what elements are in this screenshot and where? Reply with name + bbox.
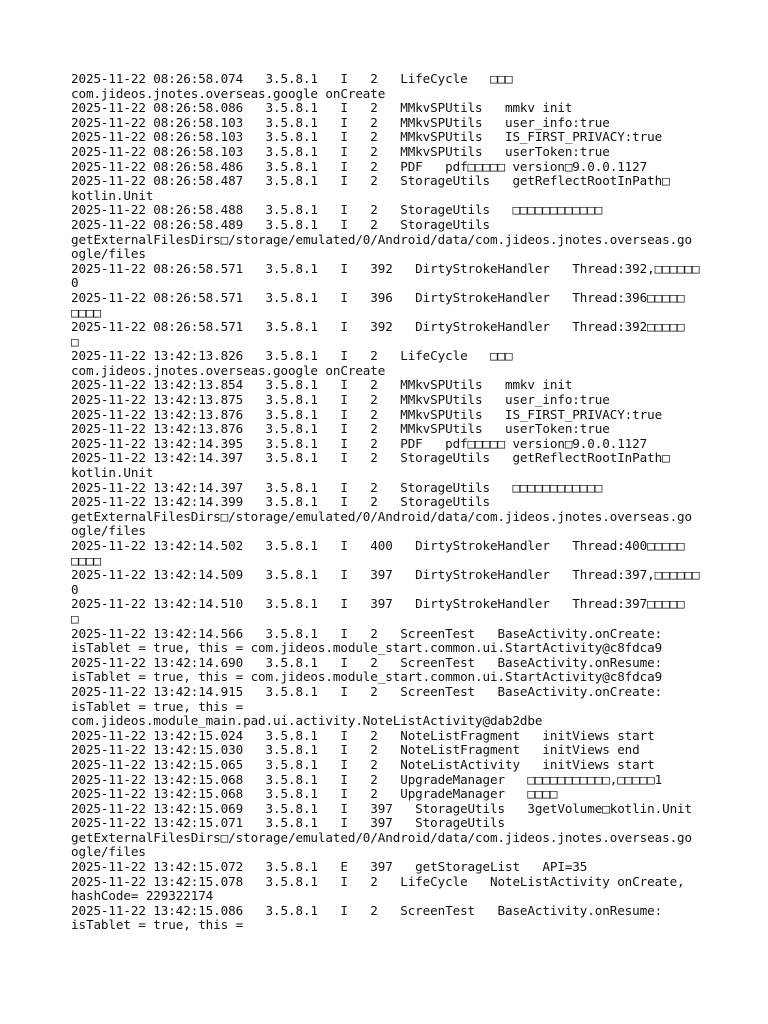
log-line: 2025-11-22 08:26:58.489 3.5.8.1 I 2 StorageUtils: [71, 216, 490, 232]
log-line: 0: [71, 275, 79, 291]
log-line: 2025-11-22 13:42:15.068 3.5.8.1 I 2 UpgradeManager □□□□□□□□□□□,□□□□□1: [71, 771, 663, 787]
log-line: 2025-11-22 08:26:58.488 3.5.8.1 I 2 StorageUtils □□□□□□□□□□□□: [71, 202, 603, 218]
log-line: com.jideos.jnotes.overseas.google onCreate: [71, 362, 386, 378]
log-line: 2025-11-22 08:26:58.086 3.5.8.1 I 2 MMkvSPUtils mmkv init: [71, 100, 573, 116]
log-line: 2025-11-22 08:26:58.571 3.5.8.1 I 396 DirtyStrokeHandler Thread:396□□□□□: [71, 289, 685, 305]
log-line: 2025-11-22 13:42:14.915 3.5.8.1 I 2 ScreenTest BaseActivity.onCreate:: [71, 683, 663, 699]
log-line: isTablet = true, this = com.jideos.module_start.common.ui.StartActivity@c8fdca9: [71, 669, 663, 685]
log-line: 2025-11-22 13:42:15.069 3.5.8.1 I 397 StorageUtils 3getVolume□kotlin.Unit: [71, 800, 693, 816]
log-line: 2025-11-22 13:42:15.071 3.5.8.1 I 397 StorageUtils: [71, 815, 505, 831]
log-line: 2025-11-22 13:42:15.086 3.5.8.1 I 2 ScreenTest BaseActivity.onResume:: [71, 902, 663, 918]
log-line: 2025-11-22 13:42:15.024 3.5.8.1 I 2 NoteListFragment initViews start: [71, 727, 655, 743]
log-line: com.jideos.module_main.pad.ui.activity.NoteListActivity@dab2dbe: [71, 713, 543, 729]
log-line: 2025-11-22 13:42:14.399 3.5.8.1 I 2 StorageUtils: [71, 494, 490, 510]
log-line: 2025-11-22 13:42:14.395 3.5.8.1 I 2 PDF pdf□□□□□ version□9.0.0.1127: [71, 435, 648, 451]
log-line: isTablet = true, this =: [71, 917, 244, 933]
log-line: ogle/files: [71, 523, 146, 539]
log-line: 2025-11-22 13:42:14.510 3.5.8.1 I 397 DirtyStrokeHandler Thread:397□□□□□: [71, 596, 685, 612]
log-line: 2025-11-22 08:26:58.074 3.5.8.1 I 2 LifeCycle □□□: [71, 71, 513, 86]
log-line: getExternalFilesDirs□/storage/emulated/0/Android/data/com.jideos.jnotes.overseas.go: [71, 508, 693, 524]
log-line: 2025-11-22 08:26:58.487 3.5.8.1 I 2 StorageUtils getReflectRootInPath□: [71, 173, 670, 189]
log-line: 2025-11-22 08:26:58.103 3.5.8.1 I 2 MMkvSPUtils IS_FIRST_PRIVACY:true: [71, 129, 663, 145]
log-line: 2025-11-22 13:42:13.875 3.5.8.1 I 2 MMkvSPUtils user_info:true: [71, 392, 610, 408]
log-line: 2025-11-22 13:42:14.690 3.5.8.1 I 2 ScreenTest BaseActivity.onResume:: [71, 654, 663, 670]
log-line: 2025-11-22 08:26:58.571 3.5.8.1 I 392 DirtyStrokeHandler Thread:392,□□□□□□: [71, 260, 700, 276]
log-line: 0: [71, 581, 79, 597]
log-line: getExternalFilesDirs□/storage/emulated/0/Android/data/com.jideos.jnotes.overseas.go: [71, 829, 693, 845]
log-line: isTablet = true, this = com.jideos.module_start.common.ui.StartActivity@c8fdca9: [71, 640, 663, 656]
log-line: 2025-11-22 13:42:13.876 3.5.8.1 I 2 MMkvSPUtils IS_FIRST_PRIVACY:true: [71, 406, 663, 422]
log-line: □: [71, 610, 79, 626]
log-line: com.jideos.jnotes.overseas.google onCreate: [71, 85, 386, 101]
log-line: 2025-11-22 13:42:15.030 3.5.8.1 I 2 NoteListFragment initViews end: [71, 742, 640, 758]
log-line: 2025-11-22 13:42:15.078 3.5.8.1 I 2 LifeCycle NoteListActivity onCreate,: [71, 873, 685, 889]
log-line: 2025-11-22 13:42:15.072 3.5.8.1 E 397 getStorageList API=35: [71, 859, 588, 875]
log-line: 2025-11-22 08:26:58.103 3.5.8.1 I 2 MMkvSPUtils user_info:true: [71, 114, 610, 130]
log-document: [71, 72, 711, 933]
log-line: □: [71, 333, 79, 349]
log-line: 2025-11-22 08:26:58.103 3.5.8.1 I 2 MMkvSPUtils userToken:true: [71, 143, 610, 159]
log-line: 2025-11-22 13:42:14.397 3.5.8.1 I 2 StorageUtils getReflectRootInPath□: [71, 450, 670, 466]
log-line: 2025-11-22 13:42:13.876 3.5.8.1 I 2 MMkvSPUtils userToken:true: [71, 421, 610, 437]
log-line: kotlin.Unit: [71, 187, 154, 203]
log-line: 2025-11-22 13:42:14.502 3.5.8.1 I 400 DirtyStrokeHandler Thread:400□□□□□: [71, 538, 685, 553]
log-line: kotlin.Unit: [71, 465, 154, 481]
log-line: hashCode= 229322174: [71, 888, 214, 904]
log-line: ogle/files: [71, 844, 146, 860]
log-line: 2025-11-22 13:42:15.068 3.5.8.1 I 2 UpgradeManager □□□□: [71, 786, 558, 802]
log-line: getExternalFilesDirs□/storage/emulated/0/Android/data/com.jideos.jnotes.overseas.go: [71, 231, 693, 247]
log-line: 2025-11-22 13:42:14.509 3.5.8.1 I 397 DirtyStrokeHandler Thread:397,□□□□□□: [71, 567, 700, 583]
log-line: 2025-11-22 08:26:58.486 3.5.8.1 I 2 PDF pdf□□□□□ version□9.0.0.1127: [71, 158, 648, 174]
log-line: isTablet = true, this =: [71, 698, 244, 714]
log-line: 2025-11-22 13:42:14.566 3.5.8.1 I 2 ScreenTest BaseActivity.onCreate:: [71, 625, 663, 641]
log-line: 2025-11-22 13:42:13.826 3.5.8.1 I 2 LifeCycle □□□: [71, 348, 513, 364]
log-line: 2025-11-22 13:42:13.854 3.5.8.1 I 2 MMkvSPUtils mmkv init: [71, 377, 573, 393]
log-line: ogle/files: [71, 246, 146, 262]
log-line: □□□□: [71, 304, 101, 320]
log-line: 2025-11-22 08:26:58.571 3.5.8.1 I 392 DirtyStrokeHandler Thread:392□□□□□: [71, 319, 685, 335]
log-line: 2025-11-22 13:42:14.397 3.5.8.1 I 2 StorageUtils □□□□□□□□□□□□: [71, 479, 603, 495]
log-line: 2025-11-22 13:42:15.065 3.5.8.1 I 2 NoteListActivity initViews start: [71, 756, 655, 772]
log-line: □□□□: [71, 552, 101, 568]
